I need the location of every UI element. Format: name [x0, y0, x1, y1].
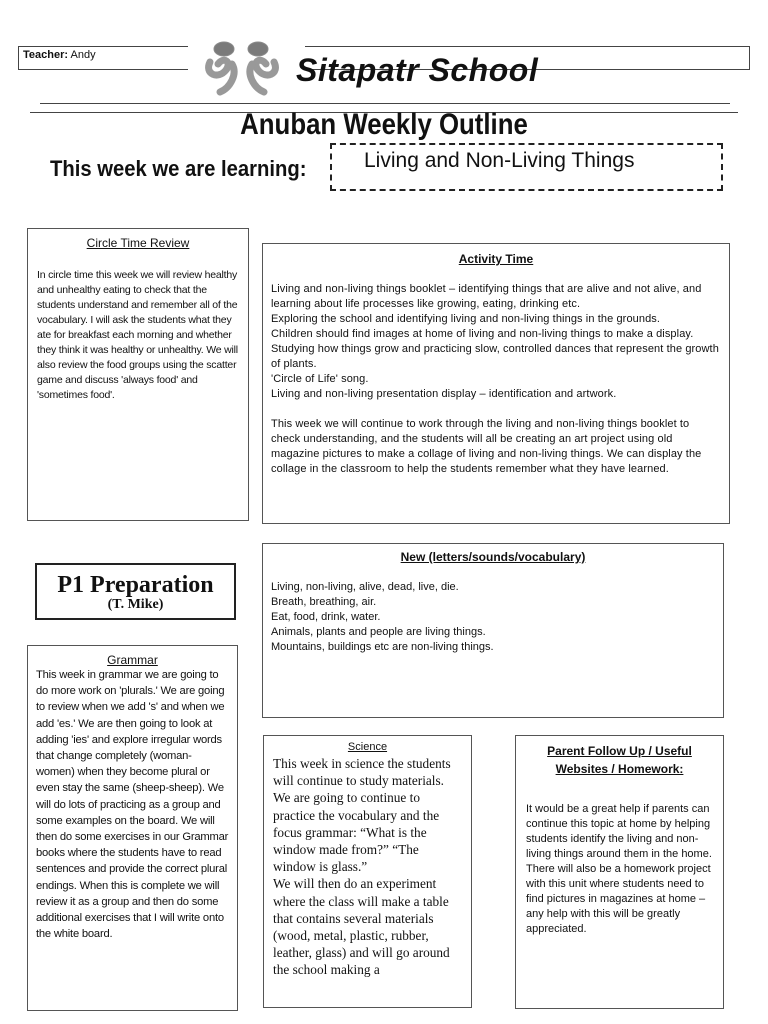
school-logo-icon: [200, 40, 284, 98]
vocab-line: Living, non-living, alive, dead, live, die.: [271, 581, 459, 593]
new-vocab-title: New (letters/sounds/vocabulary): [400, 550, 586, 564]
activity-box: [262, 243, 730, 524]
circle-time-box: [27, 228, 249, 521]
science-paragraph: This week in science the students will continue to study materials. We are going to continue to practice the vocabulary and the focus grammar: “What is the window made from?” “The window is glass.”: [273, 756, 451, 875]
p1-preparation-box: [35, 563, 236, 620]
grammar-title: Grammar: [107, 653, 158, 667]
activity-line: Exploring the school and identifying living and non-living things in the grounds.: [271, 313, 661, 325]
page-title: Anuban Weekly Outline: [240, 108, 528, 141]
learning-label: This week we are learning:: [50, 156, 307, 181]
science-title: Science: [347, 741, 388, 753]
activity-line: Living and non-living things booklet – identifying things that are alive and not alive, and learning about life processes like growing, eating, drinking etc.: [271, 283, 702, 310]
p1-subtitle: (T. Mike): [107, 597, 164, 612]
grammar-text: This week in grammar we are going to do more work on 'plurals.' We are going to review when we add 's' and when we add 'es.' We are then going to look at adding 'ies' and explore irregular words that change completely (woman-women) when they become plural or even stay the same (sheep-sheep). We will do lots of practicing as a group and some examples on the board. We will then do some exercises in our Grammar books where the students have to read sentences and provide the correct plural endings. When this is complete we will review it as a group and then do some additional exercises that I will write onto the white board.: [36, 669, 229, 941]
new-vocab-box: [262, 543, 724, 718]
grammar-box: [27, 645, 238, 1011]
activity-line: Children should find images at home of living and non-living things to make a display.: [271, 328, 694, 340]
activity-line: 'Circle of Life' song.: [271, 373, 369, 385]
circle-time-text: In circle time this week we will review healthy and unhealthy eating to check that the students understand and remember all of the vocabulary. I will ask the students what they ate for breakfast each morning and whether they think it was healthy or unhealthy. We will also review the food groups using the scatter game and discuss 'always food' and 'sometimes food'.: [37, 269, 238, 401]
science-paragraph: We will then do an experiment where the class will make a table that contains several materials (wood, metal, plastic, rubber, leather, glass) and will go around the school making a: [273, 876, 450, 978]
activity-title: Activity Time: [458, 252, 534, 266]
teacher-name: Andy: [70, 49, 96, 61]
activity-line: Living and non-living presentation display – identification and artwork.: [271, 388, 617, 400]
vocab-line: Eat, food, drink, water.: [271, 611, 381, 623]
school-name: Sitapatr School: [296, 52, 539, 88]
teacher-box: [18, 46, 188, 70]
new-vocab-text: [271, 580, 715, 655]
activity-text: [271, 282, 721, 477]
vocab-line: Mountains, buildings etc are non-living things.: [271, 641, 494, 653]
parent-text: It would be a great help if parents can continue this topic at home by helping students identify the living and non-living things around them in the home. There will also be a homework project with this unit where students need to find pictures in magazines at home – any help with this will be greatly appreciated.: [526, 803, 712, 935]
vocab-line: Breath, breathing, air.: [271, 596, 377, 608]
teacher-label: Teacher:: [23, 49, 69, 61]
p1-title: P1 Preparation: [57, 572, 214, 598]
topic-text: Living and Non-Living Things: [364, 149, 635, 172]
topic-box: [330, 143, 723, 191]
header-divider: [40, 103, 730, 104]
science-box: [263, 735, 472, 1008]
parent-title: Parent Follow Up / Useful Websites / Homework:: [547, 744, 692, 776]
circle-time-title: Circle Time Review: [86, 236, 190, 250]
parent-followup-box: [515, 735, 724, 1009]
vocab-line: Animals, plants and people are living things.: [271, 626, 486, 638]
activity-line: Studying how things grow and practicing slow, controlled dances that represent the growth of plants.: [271, 343, 719, 370]
activity-paragraph: This week we will continue to work through the living and non-living things booklet to check understanding, and the students will all be creating an art project using old magazine pictures to make a collage of living and non-living things. We can display the collage in the classroom to help the students remember what they have learned.: [271, 418, 702, 475]
science-text: [273, 755, 462, 979]
